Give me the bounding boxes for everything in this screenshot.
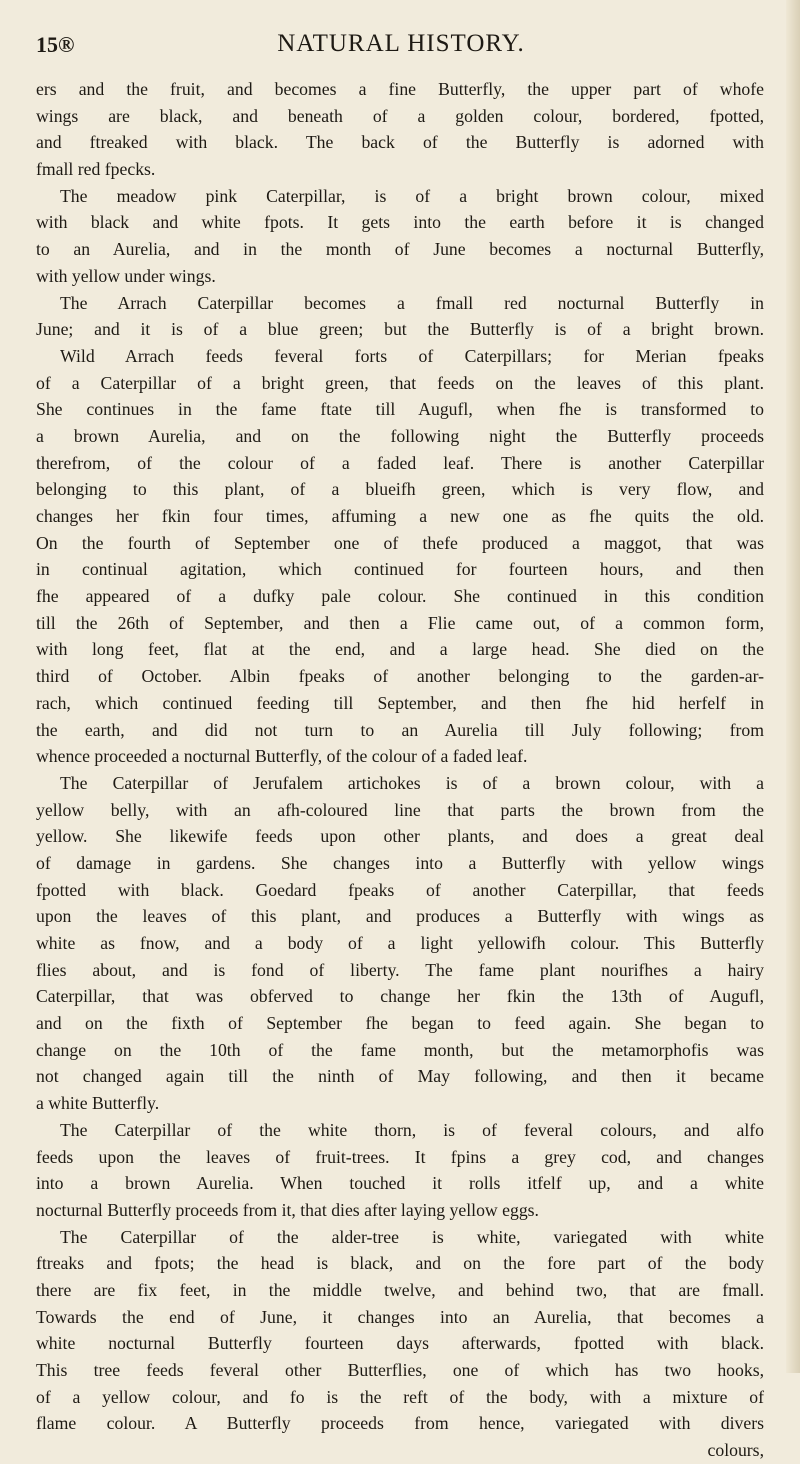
text-line: of damage in gardens. She changes into a Butterfly with yellow wings — [36, 852, 764, 873]
text-line: in continual agitation, which continued for fourteen hours, and then — [36, 559, 764, 580]
text-line: Towards the end of June, it changes into an Aurelia, that becomes a — [36, 1306, 764, 1327]
text-line: there are fix feet, in the middle twelve, and behind two, that are fmall. — [36, 1279, 764, 1300]
text-line: white nocturnal Butterfly fourteen days afterwards, fpotted with black. — [36, 1333, 764, 1354]
text-line: The meadow pink Caterpillar, is of a bright brown colour, mixed — [60, 185, 764, 206]
text-line: fpotted with black. Goedard fpeaks of another Caterpillar, that feeds — [36, 879, 764, 900]
text-line: a brown Aurelia, and on the following night the Butterfly proceeds — [36, 425, 764, 446]
text-line: On the fourth of September one of thefe produced a maggot, that was — [36, 532, 764, 553]
text-line: with yellow under wings. — [36, 265, 216, 286]
text-line: changes her fkin four times, affuming a new one as fhe quits the old. — [36, 506, 764, 526]
page-header — [36, 28, 766, 64]
text-line: not changed again till the ninth of May following, and then it became — [36, 1066, 764, 1087]
text-line: with black and white fpots. It gets into the earth before it is changed — [36, 212, 764, 233]
text-line: feeds upon the leaves of fruit-trees. It fpins a grey cod, and changes — [36, 1146, 764, 1167]
text-line: yellow belly, with an afh-coloured line that parts the brown from the — [36, 799, 764, 820]
text-line: wings are black, and beneath of a golden colour, bordered, fpotted, — [36, 105, 764, 126]
text-line: yellow. She likewife feeds upon other plants, and does a great deal — [36, 826, 764, 847]
text-line: Wild Arrach feeds feveral forts of Caterpillars; for Merian fpeaks — [60, 345, 764, 366]
text-line: Caterpillar, that was obferved to change her fkin the 13th of Augufl, — [36, 986, 764, 1007]
text-line: belonging to this plant, of a blueifh green, which is very flow, and — [36, 479, 764, 500]
text-line: third of October. Albin fpeaks of another belonging to the garden-ar- — [36, 666, 764, 687]
text-line: The Caterpillar of the alder-tree is white, variegated with white — [60, 1226, 764, 1247]
text-line: and on the fixth of September fhe began to feed again. She began to — [36, 1013, 764, 1034]
text-line: into a brown Aurelia. When touched it rolls itfelf up, and a white — [36, 1173, 764, 1194]
text-line: This tree feeds feveral other Butterflies, one of which has two hooks, — [36, 1360, 764, 1380]
text-line: fhe appeared of a dufky pale colour. She continued in this condition — [36, 586, 764, 607]
text-line: The Caterpillar of the white thorn, is of feveral colours, and alfo — [60, 1119, 764, 1140]
text-line: flies about, and is fond of liberty. The fame plant nourifhes a hairy — [36, 959, 764, 980]
text-line: The Arrach Caterpillar becomes a fmall red nocturnal Butterfly in — [60, 292, 764, 313]
text-line: till the 26th of September, and then a Flie came out, of a common form, — [36, 612, 764, 633]
text-line: change on the 10th of the fame month, but the metamorphofis was — [36, 1039, 764, 1060]
text-line: of a yellow colour, and fo is the reft of the body, with a mixture of — [36, 1386, 764, 1407]
text-line: ers and the fruit, and becomes a fine Butterfly, the upper part of whofe — [36, 79, 764, 99]
text-line: whence proceeded a nocturnal Butterfly, of the colour of a faded leaf. — [36, 746, 528, 767]
text-line: to an Aurelia, and in the month of June becomes a nocturnal Butterfly, — [36, 239, 764, 260]
text-line: white as fnow, and a body of a light yellowifh colour. This Butterfly — [36, 933, 764, 953]
text-line: fmall red fpecks. — [36, 159, 156, 180]
text-line: upon the leaves of this plant, and produces a Butterfly with wings as — [36, 906, 764, 927]
text-line: a white Butterfly. — [36, 1093, 160, 1114]
text-line: with long feet, flat at the end, and a large head. She died on the — [36, 639, 764, 660]
running-head: NATURAL HISTORY. — [277, 30, 525, 57]
text-line: therefrom, of the colour of a faded leaf. There is another Caterpillar — [36, 452, 764, 473]
text-line: rach, which continued feeding till September, and then fhe hid herfelf in — [36, 692, 764, 713]
text-line: June; and it is of a blue green; but the Butterfly is of a bright brown. — [36, 319, 764, 340]
text-line: She continues in the fame ftate till Augufl, when fhe is transformed to — [36, 399, 764, 420]
text-line: nocturnal Butterfly proceeds from it, that dies after laying yellow eggs. — [36, 1199, 539, 1220]
body-text — [36, 76, 764, 1464]
text-line: The Caterpillar of Jerufalem artichokes is of a brown colour, with a — [60, 772, 764, 793]
text-line: and ftreaked with black. The back of the Butterfly is adorned with — [36, 132, 764, 153]
text-line: colours, — [707, 1440, 764, 1461]
text-line: ftreaks and fpots; the head is black, and on the fore part of the body — [36, 1253, 764, 1274]
page-edge — [786, 0, 800, 1373]
text-line: flame colour. A Butterfly proceeds from hence, variegated with divers — [36, 1413, 764, 1434]
text-line: the earth, and did not turn to an Aurelia till July following; from — [36, 719, 764, 740]
text-line: of a Caterpillar of a bright green, that feeds on the leaves of this plant. — [36, 372, 764, 393]
page-number: 15® — [36, 32, 75, 57]
